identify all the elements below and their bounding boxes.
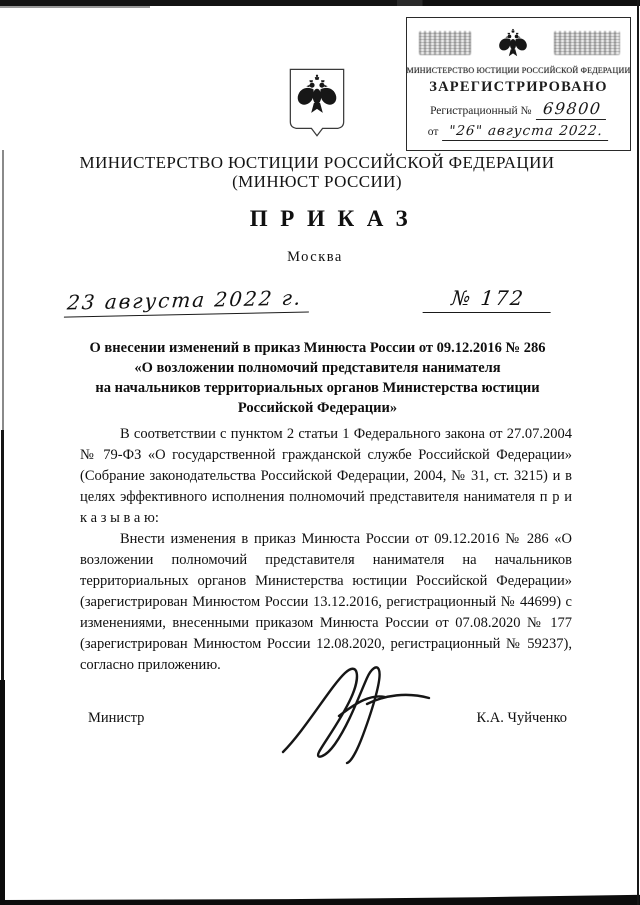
stamp-reg-number-value: 69800 (535, 99, 608, 120)
stamp-decoration-row (411, 22, 626, 64)
document-type-heading: ПРИКАЗ (249, 206, 421, 231)
signature-icon (275, 660, 445, 765)
body-paragraph-1: В соответствии с пунктом 2 статьи 1 Федерального закона от 27.07.2004 № 79-ФЗ «О государственной гражданской службе Российской Федерации» (Собрание законодательства Российской Федерации, 2004, № 31, ст. 3215) и в целях эффективного исполнения полномочий представителя нанимателя п р и к а з ы в а ю: (80, 426, 572, 526)
scan-edge-right (637, 0, 640, 905)
stamp-registered-label: ЗАРЕГИСТРИРОВАНО (429, 79, 608, 95)
stamp-date-line (411, 123, 626, 141)
order-title-line: Российской Федерации» (237, 400, 398, 416)
stamp-registration-number-line (411, 99, 626, 120)
city-label: Москва (287, 249, 343, 265)
stamp-noise-right (554, 31, 620, 55)
ministry-name: МИНИСТЕРСТВО ЮСТИЦИИ РОССИЙСКОЙ ФЕДЕРАЦИИ (79, 153, 555, 172)
scan-edge-bottom (0, 892, 640, 905)
registration-stamp (406, 17, 631, 151)
signer-position: Министр (88, 710, 145, 726)
coat-of-arms-icon (286, 66, 348, 146)
body-paragraph-2: Внести изменения в приказ Минюста России от 09.12.2016 № 286 «О возложении полномочий представителя нанимателя на начальников территориальных органов Министерства юстиции Российской Федерации» (зарегистрирован Минюстом России 13.12.2016, регистрационный № 44699) с изменениями, внесенными приказом Минюста России от 07.08.2020 № 177 (зарегистрирован Минюстом России 12.08.2020, регистрационный № 59237), согласно приложению. (80, 531, 572, 673)
order-title (50, 338, 585, 418)
order-meta-row (65, 284, 570, 322)
order-title-line: на начальников территориальных органов Министерства юстиции (95, 380, 540, 396)
scan-edge-top-gray (0, 6, 150, 8)
scan-edge-left-thick (0, 680, 5, 905)
stamp-date-prefix: от (427, 126, 439, 138)
stamp-reg-number-label: Регистрационный № (430, 105, 532, 117)
stamp-date-value: "26" августа 2022. (442, 123, 610, 141)
scan-edge-left-thin (2, 150, 4, 430)
stamp-ministry-line: МИНИСТЕРСТВО ЮСТИЦИИ РОССИЙСКОЙ ФЕДЕРАЦИИ (406, 66, 631, 75)
stamp-noise-left (419, 31, 471, 55)
order-body (80, 424, 572, 676)
stamp-emblem-eagle-icon (497, 23, 529, 63)
signer-name: К.А. Чуйченко (476, 710, 567, 726)
order-number-handwritten: № 172 (423, 286, 554, 313)
order-title-line: «О возложении полномочий представителя нанимателя (134, 360, 501, 376)
order-date-handwritten: 23 августа 2022 г. (64, 285, 311, 317)
ministry-short-name: (МИНЮСТ РОССИИ) (232, 172, 402, 191)
order-title-line: О внесении изменений в приказ Минюста России от 09.12.2016 № 286 (89, 340, 546, 356)
